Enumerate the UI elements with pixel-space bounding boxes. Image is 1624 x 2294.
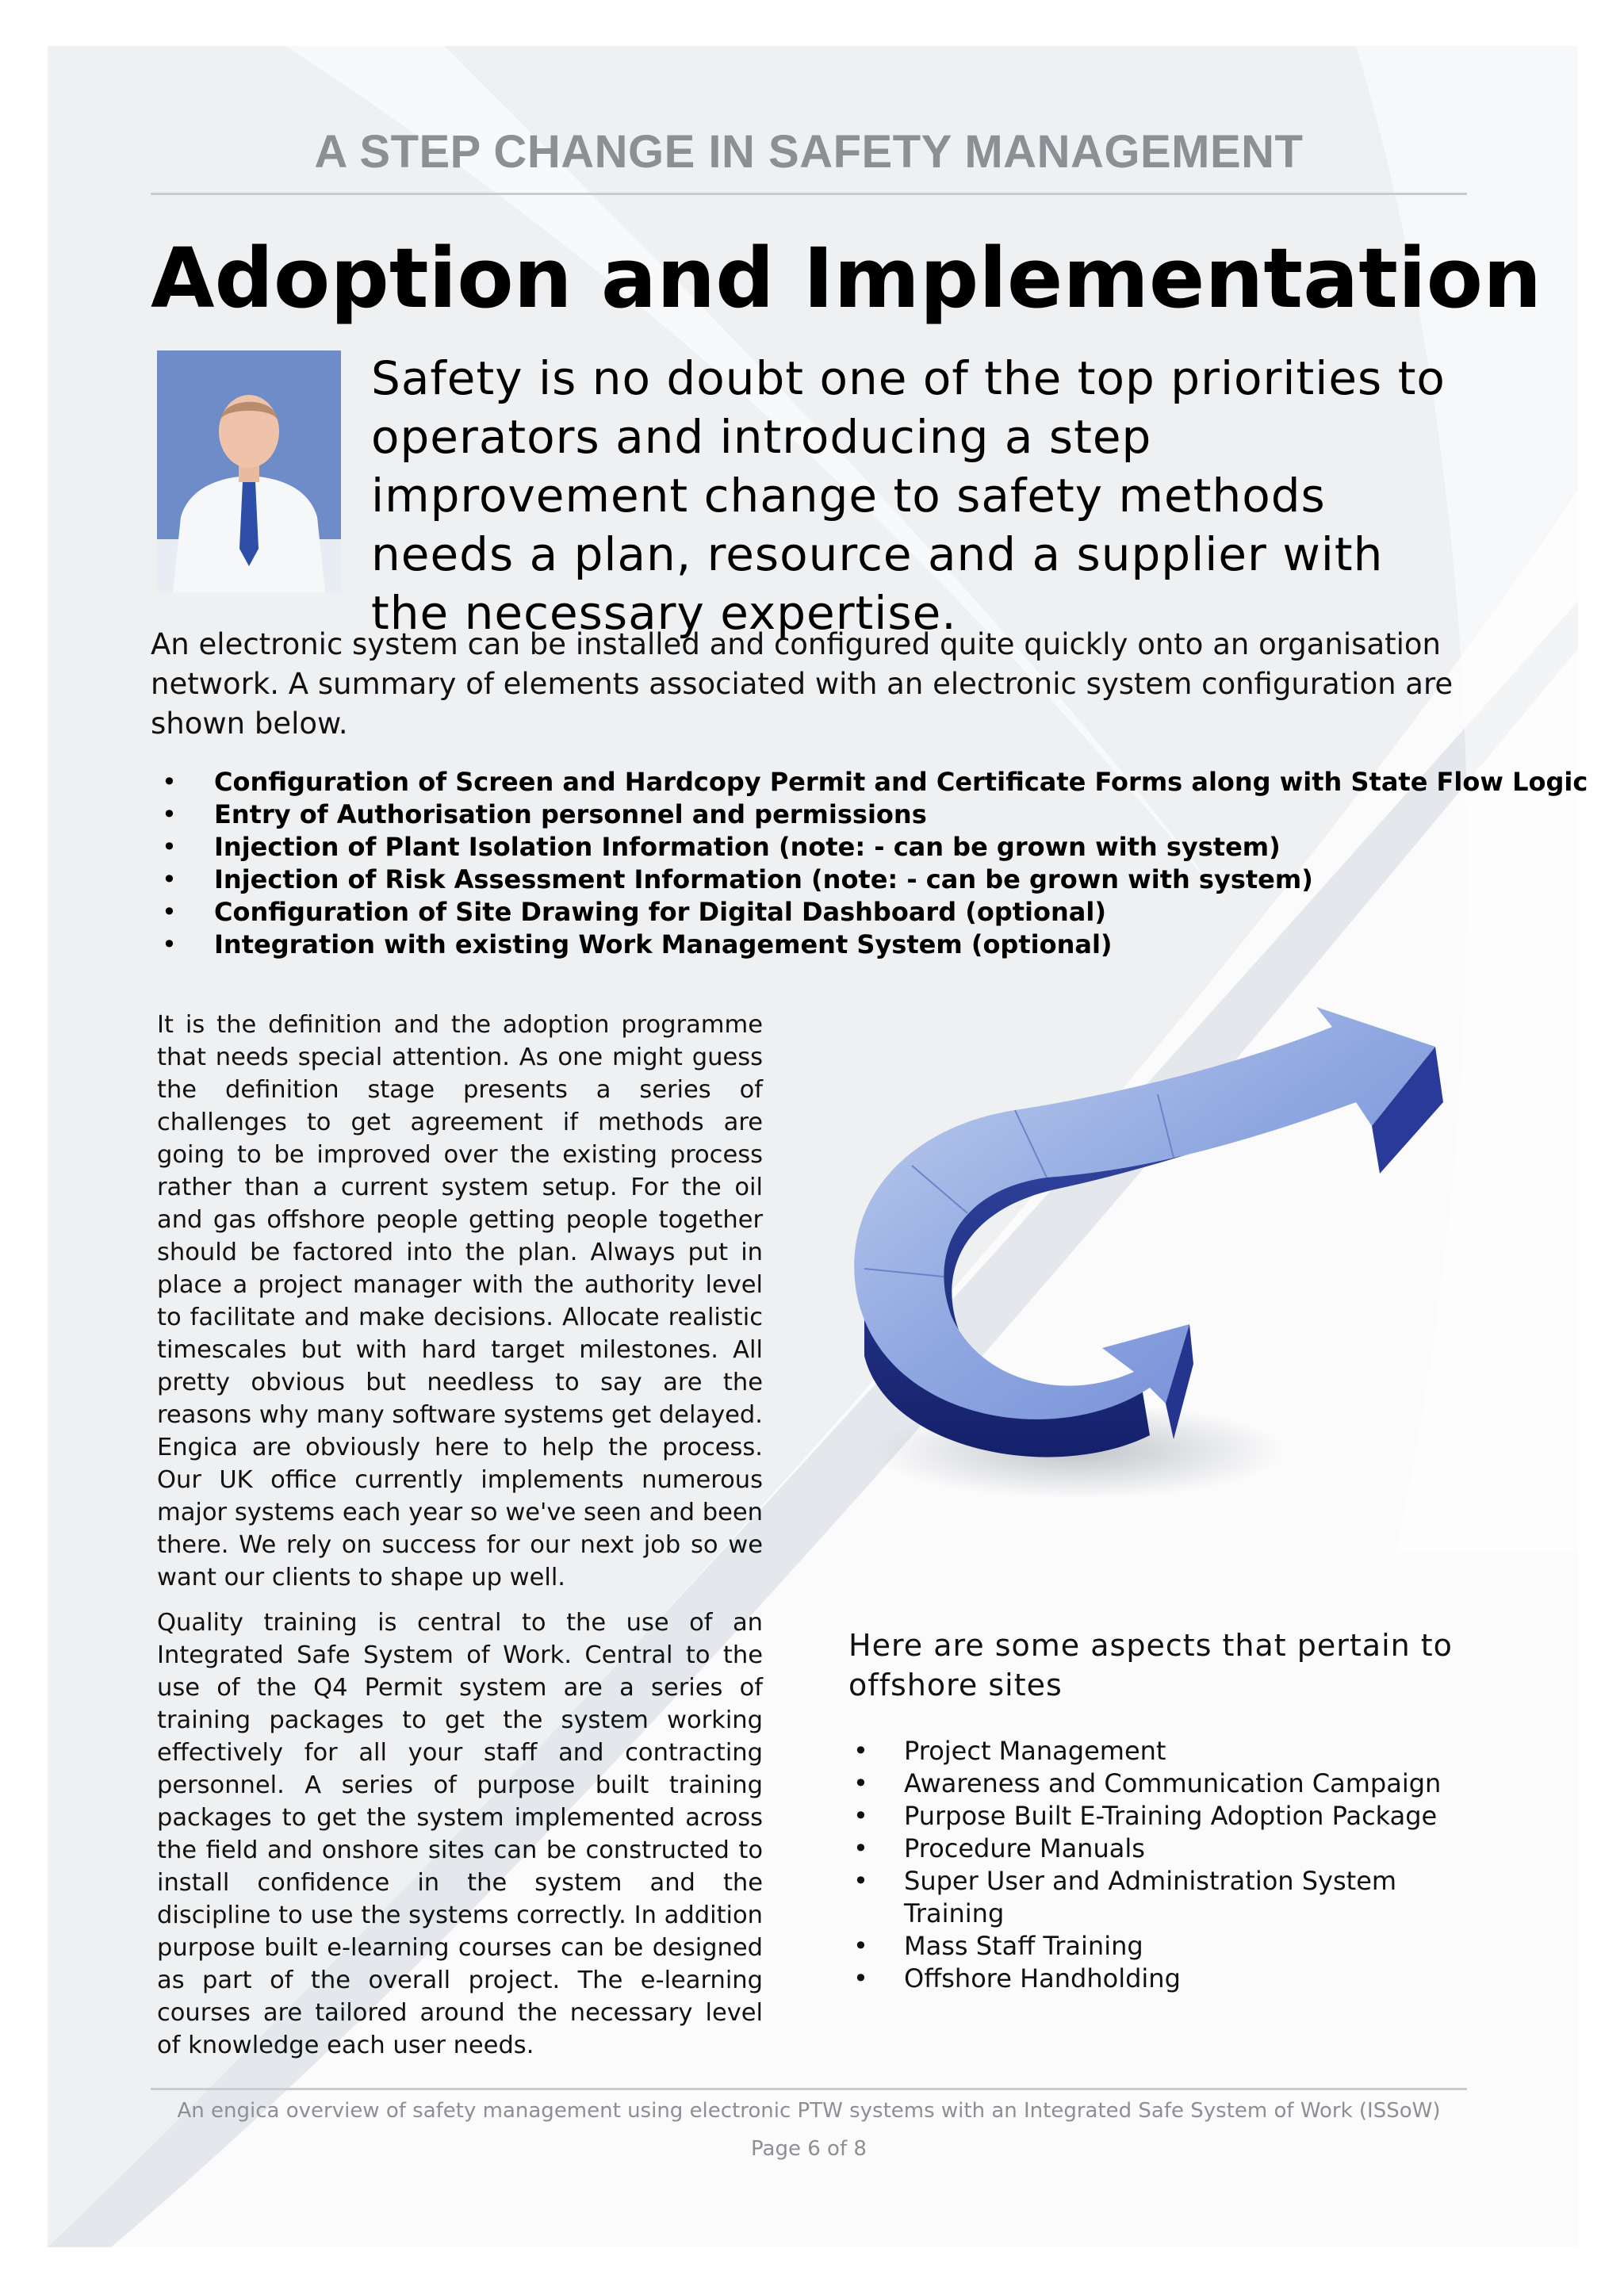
footer-divider [151,2088,1467,2090]
header-title: A STEP CHANGE IN SAFETY MANAGEMENT [314,126,1304,178]
lead-paragraph: Safety is no doubt one of the top priorities to operators and introducing a step improvement change to safety methods needs a plan, resource and a supplier with the necessary expertise. [371,351,1446,640]
list-item: • Entry of Authorisation personnel and permissions [151,798,1499,831]
training-paragraph: Quality training is central to the use of an Integrated Safe System of Work. Central to the use of the Q4 Permit system are a series of training packages to get the system working effectively for all your staff and contracting personnel. A series of purpose built training packages to get the system implemented across the field and onshore sites can be constructed to install confidence in the system and the discipline to use the systems correctly. In addition purpose built e-learning courses can be designed as part of the overall project. The e-learning courses are tailored around the necessary level of knowledge each user needs. [157,1609,763,2059]
list-item: • Project Management [848,1735,1475,1767]
list-item: • Injection of Risk Assessment Information (note: - can be grown with system) [151,864,1499,896]
list-item: • Awareness and Communication Campaign [848,1767,1475,1800]
intro-paragraph: An electronic system can be installed and configured quite quickly onto an organisation network. A summary of elements associated with an electronic system configuration are shown below. [151,627,1454,741]
list-item: • Configuration of Site Drawing for Digital Dashboard (optional) [151,896,1499,929]
list-item: • Mass Staff Training [848,1930,1475,1963]
offshore-heading: Here are some aspects that pertain to offshore sites [848,1628,1453,1702]
definition-paragraph: It is the definition and the adoption programme that needs special attention. As one might guess the definition stage presents a series of challenges to get agreement if methods are going to be improved over the existing process rather than a current system setup. For the oil and gas offshore people getting people together should be factored into the plan. Always put in place a project manager with the authority level to facilitate and make decisions. Allocate realistic timescales but with hard target milestones. All pretty obvious but needless to say are the reasons why many software systems get delayed. Engica are obviously here to help the process. Our UK office currently implements numerous major systems each year so we've seen and been there. We rely on success for our next job so we want our clients to shape up well. [157,1011,763,1591]
list-item: • Offshore Handholding [848,1963,1475,1995]
list-item: • Injection of Plant Isolation Information (note: - can be grown with system) [151,831,1499,864]
page-title: Adoption and Implementation [151,230,1542,327]
configuration-list [151,766,1588,961]
curved-arrow-icon [817,1007,1475,1515]
list-item: • Integration with existing Work Management System (optional) [151,929,1499,961]
list-item: • Configuration of Screen and Hardcopy Permit and Certificate Forms along with State Flow Logic [151,766,1499,798]
page-number: Page 6 of 8 [751,2137,867,2161]
list-item: • Purpose Built E-Training Adoption Package [848,1800,1475,1833]
header-divider [151,193,1467,195]
portrait-photo [157,350,341,592]
list-item: • Procedure Manuals [848,1833,1475,1865]
footer-description: An engica overview of safety management using electronic PTW systems with an Integrated Safe System of Work (ISSoW) [177,2099,1441,2123]
offshore-list [848,1735,1475,1995]
list-item: • Super User and Administration System Training [848,1865,1475,1930]
